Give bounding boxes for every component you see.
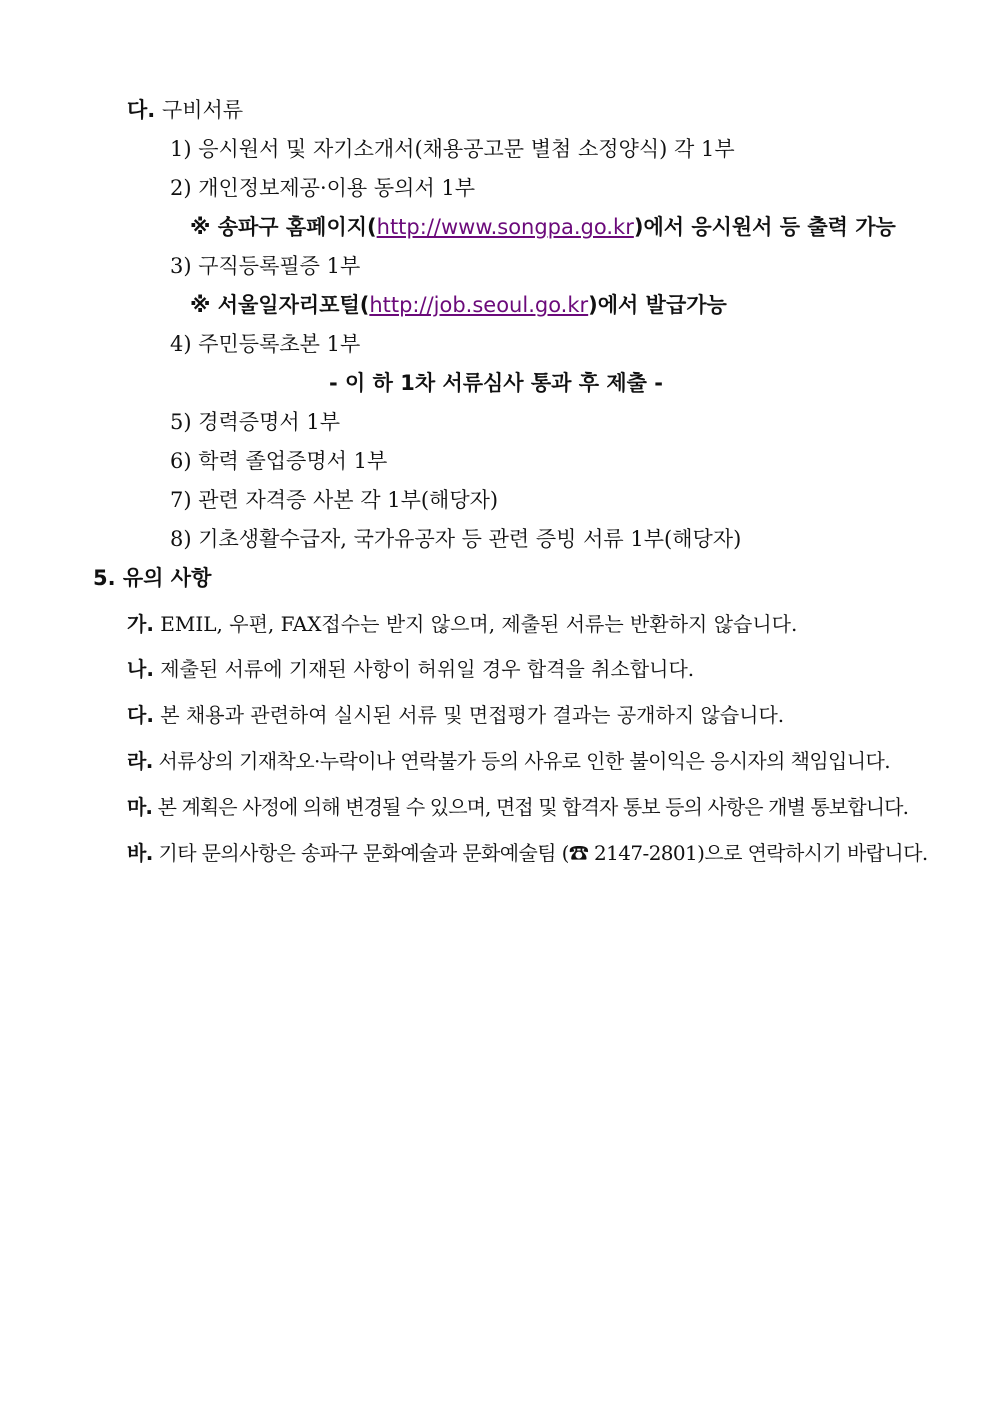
section-d-marker: 다. bbox=[127, 98, 156, 122]
notice-text: EMIL, 우편, FAX접수는 받지 않으며, 제출된 서류는 반환하지 않습니다. bbox=[160, 612, 798, 636]
notice-item bbox=[127, 839, 928, 867]
notice-text: 서류상의 기재착오·누락이나 연락불가 등의 사유로 인한 불이익은 응시자의 책임입니다. bbox=[158, 749, 890, 773]
after-screening-divider: - 이 하 1차 서류심사 통과 후 제출 - bbox=[329, 371, 663, 395]
homepage-note bbox=[190, 213, 896, 241]
section-d-title: 구비서류 bbox=[161, 98, 244, 122]
note-suffix: )에서 발급가능 bbox=[588, 293, 727, 317]
notice-marker: 나. bbox=[127, 657, 154, 681]
songpa-homepage-link[interactable]: http://www.songpa.go.kr bbox=[376, 215, 634, 239]
notice-marker: 바. bbox=[127, 841, 153, 865]
list-item: 5) 경력증명서 1부 bbox=[170, 410, 340, 434]
notice-marker: 다. bbox=[127, 703, 154, 727]
notice-text: 기타 문의사항은 송파구 문화예술과 문화예술팀 (☎ 2147-2801)으로 연락하시기 바랍니다. bbox=[158, 841, 928, 865]
job-portal-note bbox=[190, 291, 727, 319]
list-item: 1) 응시원서 및 자기소개서(채용공고문 별첨 소정양식) 각 1부 bbox=[170, 137, 735, 161]
notice-text: 제출된 서류에 기재된 사항이 허위일 경우 합격을 취소합니다. bbox=[160, 657, 695, 681]
notice-item bbox=[127, 747, 890, 775]
notice-item bbox=[127, 610, 797, 638]
section-d-heading bbox=[127, 96, 243, 124]
notice-text: 본 채용과 관련하여 실시된 서류 및 면접평가 결과는 공개하지 않습니다. bbox=[160, 703, 785, 727]
list-item: 7) 관련 자격증 사본 각 1부(해당자) bbox=[170, 488, 499, 512]
notice-text: 본 계획은 사정에 의해 변경될 수 있으며, 면접 및 합격자 통보 등의 사항은 개별 통보합니다. bbox=[157, 795, 909, 819]
list-item: 4) 주민등록초본 1부 bbox=[170, 332, 361, 356]
seoul-job-portal-link[interactable]: http://job.seoul.go.kr bbox=[369, 293, 589, 317]
list-item: 8) 기초생활수급자, 국가유공자 등 관련 증빙 서류 1부(해당자) bbox=[170, 527, 742, 551]
note-prefix: ※ 서울일자리포털( bbox=[190, 293, 370, 317]
notice-marker: 가. bbox=[127, 612, 154, 636]
notice-item bbox=[127, 793, 908, 821]
section-5-heading: 5. 유의 사항 bbox=[93, 566, 212, 590]
list-item: 2) 개인정보제공·이용 동의서 1부 bbox=[170, 176, 476, 200]
notice-marker: 라. bbox=[127, 749, 153, 773]
notice-marker: 마. bbox=[127, 795, 153, 819]
list-item: 6) 학력 졸업증명서 1부 bbox=[170, 449, 388, 473]
notice-item bbox=[127, 701, 784, 729]
list-item: 3) 구직등록필증 1부 bbox=[170, 254, 361, 278]
notice-item bbox=[127, 655, 694, 683]
note-suffix: )에서 응시원서 등 출력 가능 bbox=[633, 215, 896, 239]
note-prefix: ※ 송파구 홈페이지( bbox=[190, 215, 377, 239]
